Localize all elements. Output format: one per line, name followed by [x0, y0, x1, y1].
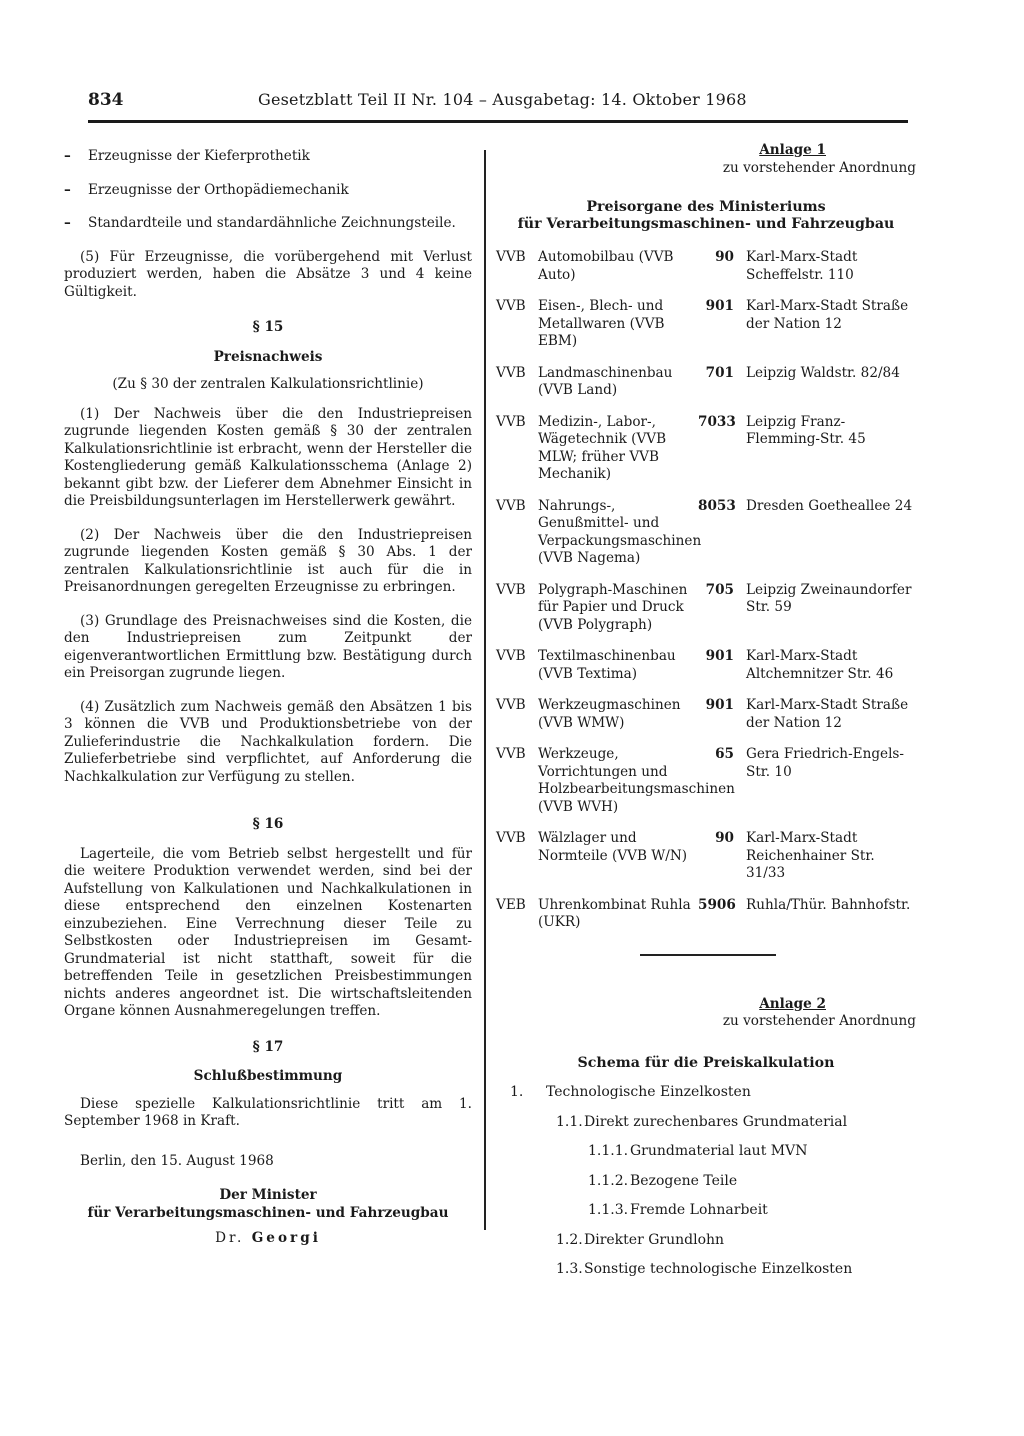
- organ-kind: VVB: [496, 648, 526, 664]
- section-15-p1: (1) Der Nachweis über die den Industriepreisen zugrunde liegenden Kosten gemäß § 30 der zentralen Kalkulationsrichtlinie ist erbracht, wenn der Hersteller die Kostengliederung gemäß Kalkulationsschema (Anlage 2) bekannt gibt bzw. der Lieferer dem Abnehmer Einsicht in die Preisbildungsunterlagen im Herstellerwerk gewährt.: [64, 405, 472, 509]
- left-column: [64, 148, 472, 1248]
- section-15-subtitle: (Zu § 30 der zentralen Kalkulationsrichtlinie): [112, 376, 424, 392]
- section-15-p2: (2) Der Nachweis über die den Industriepreisen zugrunde liegenden Kosten gemäß § 30 Abs. 1 der zentralen Kalkulationsrichtlinie ist auch für die in Preisanordnungen geregelten Erzeugnisse zu erbringen.: [64, 526, 472, 595]
- paragraph-5: (5) Für Erzeugnisse, die vorübergehend mit Verlust produziert werden, haben die Absätze 3 und 4 keine Gültigkeit.: [64, 248, 472, 300]
- table-row: [496, 746, 916, 816]
- section-15-p4: (4) Zusätzlich zum Nachweis gemäß den Absätzen 1 bis 3 können die VVB und Produktionsbetriebe von der Zulieferindustrie die Nachkalkulation fordern. Die Zulieferbetriebe sind verpflichtet, auf Anforderung die Nachkalkulation zur Verfügung zu stellen.: [64, 698, 472, 785]
- schema-text: Direkt zurechenbares Grundmaterial: [584, 1113, 848, 1130]
- schema-number: 1.: [510, 1084, 524, 1100]
- schema-number: 1.1.1.: [588, 1143, 629, 1159]
- page-number: 834: [88, 90, 124, 110]
- organ-name: Werkzeuge, Vorrichtungen und Holzbearbeitungsmaschinen (VVB WVH): [538, 746, 735, 815]
- organ-name: Werkzeugmaschinen (VVB WMW): [538, 697, 681, 731]
- organ-code: 8053: [698, 497, 736, 514]
- table-row: [496, 414, 916, 484]
- minister-title: [64, 1186, 472, 1222]
- organ-address: Karl-Marx-Stadt Straße der Nation 12: [746, 697, 909, 731]
- signer-prefix: Dr.: [215, 1230, 245, 1246]
- signer: [64, 1230, 472, 1248]
- organ-address: Leipzig Waldstr. 82/84: [746, 364, 900, 381]
- organ-address: Gera Friedrich-Engels-Str. 10: [746, 746, 905, 780]
- list-item: – Erzeugnisse der Orthopädiemechanik: [64, 182, 472, 200]
- schema-row: [496, 1261, 916, 1279]
- organ-name: Landmaschinenbau (VVB Land): [538, 364, 673, 398]
- anlage-2-label: Anlage 2: [759, 995, 826, 1012]
- organ-kind: VVB: [496, 830, 526, 846]
- organ-name: Nahrungs-, Genußmittel- und Verpackungsmaschinen (VVB Nagema): [538, 497, 702, 566]
- schema-title: Schema für die Preiskalkulation: [577, 1054, 835, 1071]
- organ-kind: VVB: [496, 298, 526, 314]
- section-17-number: § 17: [252, 1038, 284, 1055]
- organ-code: 65: [715, 746, 734, 762]
- organ-code: 901: [705, 697, 734, 713]
- organs-table: [496, 249, 916, 932]
- list-item: – Standardteile und standardähnliche Zeichnungsteile.: [64, 215, 472, 233]
- table-row: [496, 365, 916, 400]
- organ-code: 901: [705, 298, 734, 314]
- organs-title-line-2: für Verarbeitungsmaschinen- und Fahrzeugbau: [517, 216, 895, 232]
- separator-rule: [640, 954, 776, 956]
- organ-address: Leipzig Franz-Flemming-Str. 45: [746, 413, 866, 447]
- organ-name: Textilmaschinenbau (VVB Textima): [538, 648, 676, 682]
- schema-text: Sonstige technologische Einzelkosten: [584, 1261, 853, 1277]
- anlage-1-label: Anlage 1: [759, 142, 826, 158]
- organ-kind: VVB: [496, 497, 526, 514]
- organ-code: 5906: [698, 896, 736, 913]
- organ-kind: VVB: [496, 581, 526, 598]
- anlage-1-sub: zu vorstehender Anordnung: [722, 159, 916, 176]
- schema-row: [496, 1232, 916, 1250]
- schema-text: Grundmaterial laut MVN: [630, 1143, 808, 1159]
- section-17-title: Schlußbestimmung: [193, 1068, 343, 1084]
- organ-address: Leipzig Zweinaundorfer Str. 59: [746, 581, 912, 615]
- organ-name: Eisen-, Blech- und Metallwaren (VVB EBM): [538, 298, 665, 349]
- table-row: [496, 582, 916, 635]
- schema-number: 1.3.: [556, 1261, 583, 1277]
- page-header: [88, 90, 908, 123]
- organs-title-line-1: Preisorgane des Ministeriums: [586, 199, 826, 215]
- organ-name: Polygraph-Maschinen für Papier und Druck (VVB Polygraph): [538, 581, 688, 633]
- organ-kind: VVB: [496, 249, 526, 265]
- section-16-text: Lagerteile, die vom Betrieb selbst hergestellt und für die weitere Produktion verwendet werden, sind bei der Aufstellung von Kalkulationen und Nachkalkulationen in diese entsprechend den einzelnen Kostenarten einzubeziehen. Eine Verrechnung dieser Teile zu Selbstkosten oder Industriepreisen im Gesamt-Grundmaterial ist nicht statthaft, soweit für die betreffenden Teile in gesetzlichen Preisbestimmungen nichts anderes angeordnet ist. Die wirtschaftsleitenden Organe können Ausnahmeregelungen treffen.: [64, 845, 472, 1019]
- organ-code: 7033: [698, 413, 736, 430]
- organ-address: Karl-Marx-Stadt Reichenhainer Str. 31/33: [746, 830, 875, 881]
- section-15-title: Preisnachweis: [213, 348, 323, 365]
- schema-text: Technologische Einzelkosten: [546, 1084, 751, 1100]
- organ-code: 90: [715, 249, 734, 265]
- place-date: Berlin, den 15. August 1968: [80, 1152, 274, 1169]
- organ-address: Karl-Marx-Stadt Altchemnitzer Str. 46: [746, 648, 894, 682]
- signer-name: Georgi: [251, 1230, 321, 1246]
- organ-kind: VVB: [496, 746, 526, 762]
- organ-address: Karl-Marx-Stadt Scheffelstr. 110: [746, 249, 858, 283]
- table-row: [496, 697, 916, 732]
- organs-title: [496, 199, 916, 233]
- schema-text: Direkter Grundlohn: [584, 1231, 725, 1248]
- list-item: – Erzeugnisse der Kieferprothetik: [64, 148, 472, 166]
- schema-row: [496, 1114, 916, 1132]
- organ-kind: VVB: [496, 413, 526, 430]
- schema-number: 1.1.2.: [588, 1172, 629, 1189]
- organ-address: Dresden Goetheallee 24: [746, 497, 913, 514]
- table-row: [496, 298, 916, 351]
- organ-code: 90: [715, 830, 734, 846]
- organ-code: 705: [705, 581, 734, 598]
- section-15-p3: (3) Grundlage des Preisnachweises sind die Kosten, die den Industriepreisen zum Zeitpunkt der eigenverantwortlichen Ermittlung bzw. Bestätigung durch ein Preisorgan zugrunde liegen.: [64, 612, 472, 681]
- table-row: [496, 830, 916, 883]
- table-row: [496, 498, 916, 568]
- schema-number: 1.1.3.: [588, 1202, 629, 1218]
- section-17-text: Diese spezielle Kalkulationsrichtlinie tritt am 1. September 1968 in Kraft.: [64, 1095, 472, 1129]
- organ-kind: VVB: [496, 697, 526, 713]
- minister-line-1: Der Minister: [219, 1187, 317, 1203]
- organ-code: 901: [705, 648, 734, 664]
- minister-line-2: für Verarbeitungsmaschinen- und Fahrzeugbau: [87, 1205, 449, 1221]
- table-row: [496, 897, 916, 932]
- organ-name: Wälzlager und Normteile (VVB W/N): [538, 830, 688, 864]
- schema-row: [496, 1143, 916, 1161]
- anlage-2: [496, 996, 916, 1279]
- organ-name: Medizin-, Labor-, Wägetechnik (VVB MLW; früher VVB Mechanik): [538, 413, 667, 482]
- organ-address: Karl-Marx-Stadt Straße der Nation 12: [746, 298, 909, 332]
- table-row: [496, 249, 916, 284]
- schema-text: Fremde Lohnarbeit: [630, 1202, 768, 1218]
- organ-kind: VEB: [496, 896, 526, 913]
- organ-name: Automobilbau (VVB Auto): [538, 249, 674, 283]
- schema-row: [496, 1202, 916, 1220]
- section-16-number: § 16: [252, 816, 284, 832]
- table-row: [496, 648, 916, 683]
- schema-row: [496, 1173, 916, 1191]
- schema-text: Bezogene Teile: [630, 1172, 738, 1189]
- schema-number: 1.1.: [556, 1113, 583, 1130]
- organ-name: Uhrenkombinat Ruhla (UKR): [538, 896, 691, 930]
- organ-address: Ruhla/Thür. Bahnhofstr.: [746, 896, 911, 913]
- schema-number: 1.2.: [556, 1231, 583, 1248]
- section-15-number: § 15: [252, 319, 284, 335]
- column-divider: [484, 150, 486, 1230]
- right-column: [496, 142, 916, 1291]
- schema-row: [496, 1084, 916, 1102]
- organ-kind: VVB: [496, 364, 526, 381]
- gazette-title: Gesetzblatt Teil II Nr. 104 – Ausgabetag: 14. Oktober 1968: [258, 90, 747, 109]
- organ-code: 701: [705, 364, 734, 381]
- anlage-2-sub: zu vorstehender Anordnung: [722, 1013, 916, 1029]
